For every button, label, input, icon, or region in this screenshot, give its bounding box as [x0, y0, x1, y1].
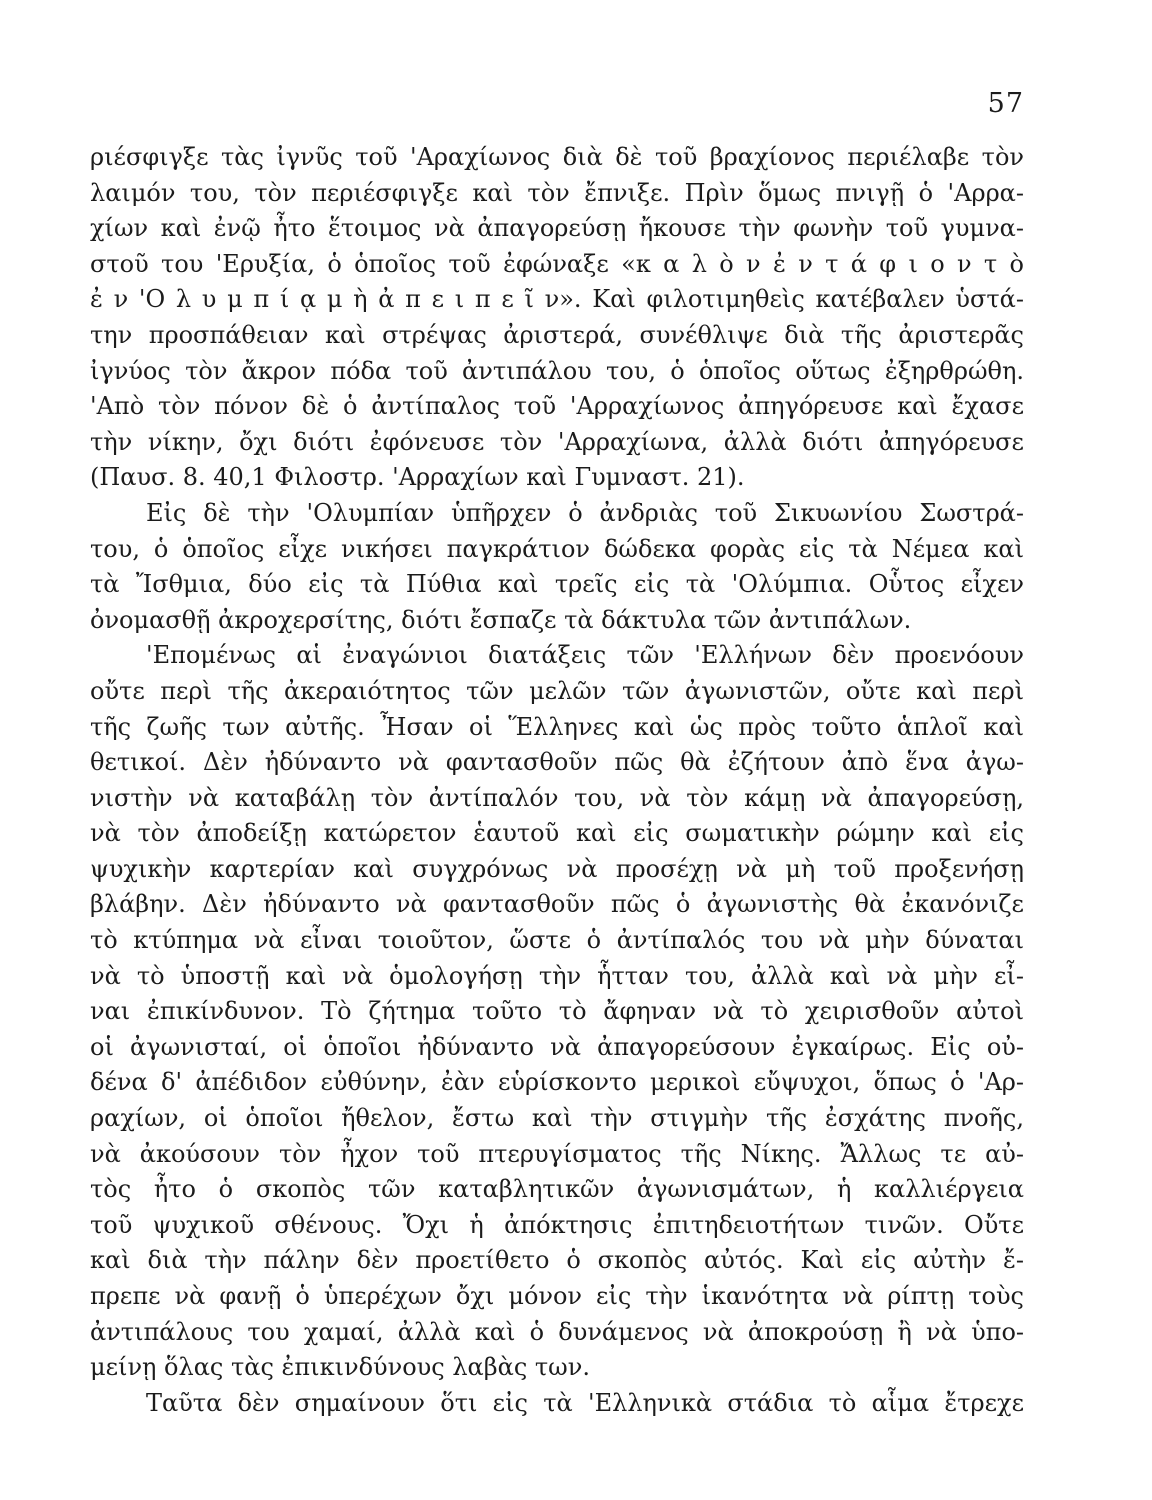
- text-line: τῆς ζωῆς των αὐτῆς. Ἦσαν οἱ Ἕλληνες καὶ ὡς πρὸς τοῦτο ἁπλοῖ καὶ: [90, 712, 1024, 741]
- text-line: δένα δ' ἀπέδιδον εὐθύνην, ἐὰν εὑρίσκοντο μερικοὶ εὔψυχοι, ὅπως ὁ 'Αρ-: [90, 1068, 1024, 1097]
- text-line: τὸς ἦτο ὁ σκοπὸς τῶν καταβλητικῶν ἀγωνισμάτων, ἡ καλλιέργεια: [90, 1175, 1024, 1204]
- text-line: τὰ Ἴσθμια, δύο εἰς τὰ Πύθια καὶ τρεῖς εἰς τὰ 'Ολύμπια. Οὗτος εἶχεν: [90, 570, 1024, 599]
- text-line: ψυχικὴν καρτερίαν καὶ συγχρόνως νὰ προσέχῃ νὰ μὴ τοῦ προξενήσῃ: [90, 854, 1024, 883]
- text-line: ἐ ν 'Ο λ υ μ π ί ᾳ μ ὴ ἀ π ε ι π ε ῖ ν». Καὶ φιλοτιμηθεὶς κατέβαλεν ὑστά-: [90, 285, 1024, 314]
- text-line: πρεπε νὰ φανῇ ὁ ὑπερέχων ὄχι μόνον εἰς τὴν ἱκανότητα νὰ ρίπτῃ τοὺς: [90, 1282, 1024, 1310]
- text-line: χίων καὶ ἐνῷ ἦτο ἕτοιμος νὰ ἀπαγορεύσῃ ἤκουσε τὴν φωνὴν τοῦ γυμνα-: [90, 214, 1024, 243]
- text-line: ὀνομασθῇ ἀκροχερσίτης, διότι ἔσπαζε τὰ δάκτυλα τῶν ἀντιπάλων.: [90, 605, 912, 634]
- text-line: νὰ ἀκούσουν τὸν ἦχον τοῦ πτερυγίσματος τῆς Νίκης. Ἄλλως τε αὐ-: [90, 1139, 1024, 1168]
- text-line: τοῦ ψυχικοῦ σθένους. Ὄχι ἡ ἀπόκτησις ἐπιτηδειοτήτων τινῶν. Οὔτε: [90, 1210, 1024, 1239]
- text-line: νὰ τὸ ὑποστῇ καὶ νὰ ὁμολογήσῃ τὴν ἧτταν του, ἀλλὰ καὶ νὰ μὴν εἶ-: [90, 961, 1024, 990]
- text-line: Ταῦτα δὲν σημαίνουν ὅτι εἰς τὰ 'Ελληνικὰ στάδια τὸ αἷμα ἔτρεχε: [146, 1388, 1024, 1417]
- page-number: 57: [987, 88, 1024, 119]
- text-line: στοῦ του 'Ερυξία, ὁ ὁποῖος τοῦ ἐφώναξε «κ α λ ὸ ν ἐ ν τ ά φ ι ο ν τ ὸ: [90, 249, 1024, 278]
- text-line: τὴν νίκην, ὄχι διότι ἐφόνευσε τὸν 'Αρραχίωνα, ἀλλὰ διότι ἀπηγόρευσε: [90, 427, 1024, 456]
- text-line: 'Επομένως αἱ ἐναγώνιοι διατάξεις τῶν 'Ελλήνων δὲν προενόουν: [146, 641, 1024, 670]
- text-line: (Παυσ. 8. 40,1 Φιλοστρ. 'Αρραχίων καὶ Γυμναστ. 21).: [90, 463, 745, 492]
- text-line: οἱ ἀγωνισταί, οἱ ὁποῖοι ἠδύναντο νὰ ἀπαγορεύσουν ἐγκαίρως. Εἰς οὐ-: [90, 1032, 1024, 1061]
- text-line: Εἰς δὲ τὴν 'Ολυμπίαν ὑπῆρχεν ὁ ἀνδριὰς τοῦ Σικυωνίου Σωστρά-: [146, 498, 1024, 527]
- text-line: μείνῃ ὅλας τὰς ἐπικινδύνους λαβὰς των.: [90, 1353, 590, 1382]
- text-line: 'Απὸ τὸν πόνον δὲ ὁ ἀντίπαλος τοῦ 'Αρραχίωνος ἀπηγόρευσε καὶ ἔχασε: [90, 392, 1024, 421]
- text-line: ἰγνύος τὸν ἄκρον πόδα τοῦ ἀντιπάλου του, ὁ ὁποῖος οὕτως ἐξηρθρώθη.: [90, 356, 1024, 385]
- text-line: την προσπάθειαν καὶ στρέψας ἀριστερά, συνέθλιψε διὰ τῆς ἀριστερᾶς: [90, 320, 1024, 349]
- text-line: ναι ἐπικίνδυνον. Τὸ ζήτημα τοῦτο τὸ ἄφηναν νὰ τὸ χειρισθοῦν αὐτοὶ: [90, 997, 1024, 1026]
- text-line: ἀντιπάλους του χαμαί, ἀλλὰ καὶ ὁ δυνάμενος νὰ ἀποκρούσῃ ἢ νὰ ὑπο-: [90, 1317, 1024, 1346]
- text-line: καὶ διὰ τὴν πάλην δὲν προετίθετο ὁ σκοπὸς αὐτός. Καὶ εἰς αὐτὴν ἔ-: [90, 1246, 1024, 1275]
- text-line: λαιμόν του, τὸν περιέσφιγξε καὶ τὸν ἔπνιξε. Πρὶν ὅμως πνιγῇ ὁ 'Αρρα-: [90, 178, 1024, 207]
- text-line: βλάβην. Δὲν ἠδύναντο νὰ φαντασθοῦν πῶς ὁ ἀγωνιστὴς θὰ ἐκανόνιζε: [90, 890, 1024, 919]
- body-text: [90, 140, 1024, 1421]
- text-line: οὔτε περὶ τῆς ἀκεραιότητος τῶν μελῶν τῶν ἀγωνιστῶν, οὔτε καὶ περὶ: [90, 676, 1024, 705]
- text-line: ραχίων, οἱ ὁποῖοι ἤθελον, ἔστω καὶ τὴν στιγμὴν τῆς ἐσχάτης πνοῆς,: [90, 1104, 1024, 1133]
- text-line: του, ὁ ὁποῖος εἶχε νικήσει παγκράτιον δώδεκα φορὰς εἰς τὰ Νέμεα καὶ: [90, 534, 1024, 563]
- text-line: ριέσφιγξε τὰς ἰγνῦς τοῦ 'Αραχίωνος διὰ δὲ τοῦ βραχίονος περιέλαβε τὸν: [90, 143, 1024, 171]
- text-line: νὰ τὸν ἀποδείξῃ κατώρετον ἑαυτοῦ καὶ εἰς σωματικὴν ρώμην καὶ εἰς: [90, 819, 1024, 848]
- text-line: θετικοί. Δὲν ἠδύναντο νὰ φαντασθοῦν πῶς θὰ ἐζήτουν ἀπὸ ἕνα ἀγω-: [90, 748, 1024, 777]
- text-line: νιστὴν νὰ καταβάλῃ τὸν ἀντίπαλόν του, νὰ τὸν κάμῃ νὰ ἀπαγορεύσῃ,: [90, 783, 1024, 812]
- text-line: τὸ κτύπημα νὰ εἶναι τοιοῦτον, ὥστε ὁ ἀντίπαλός του νὰ μὴν δύναται: [90, 926, 1024, 955]
